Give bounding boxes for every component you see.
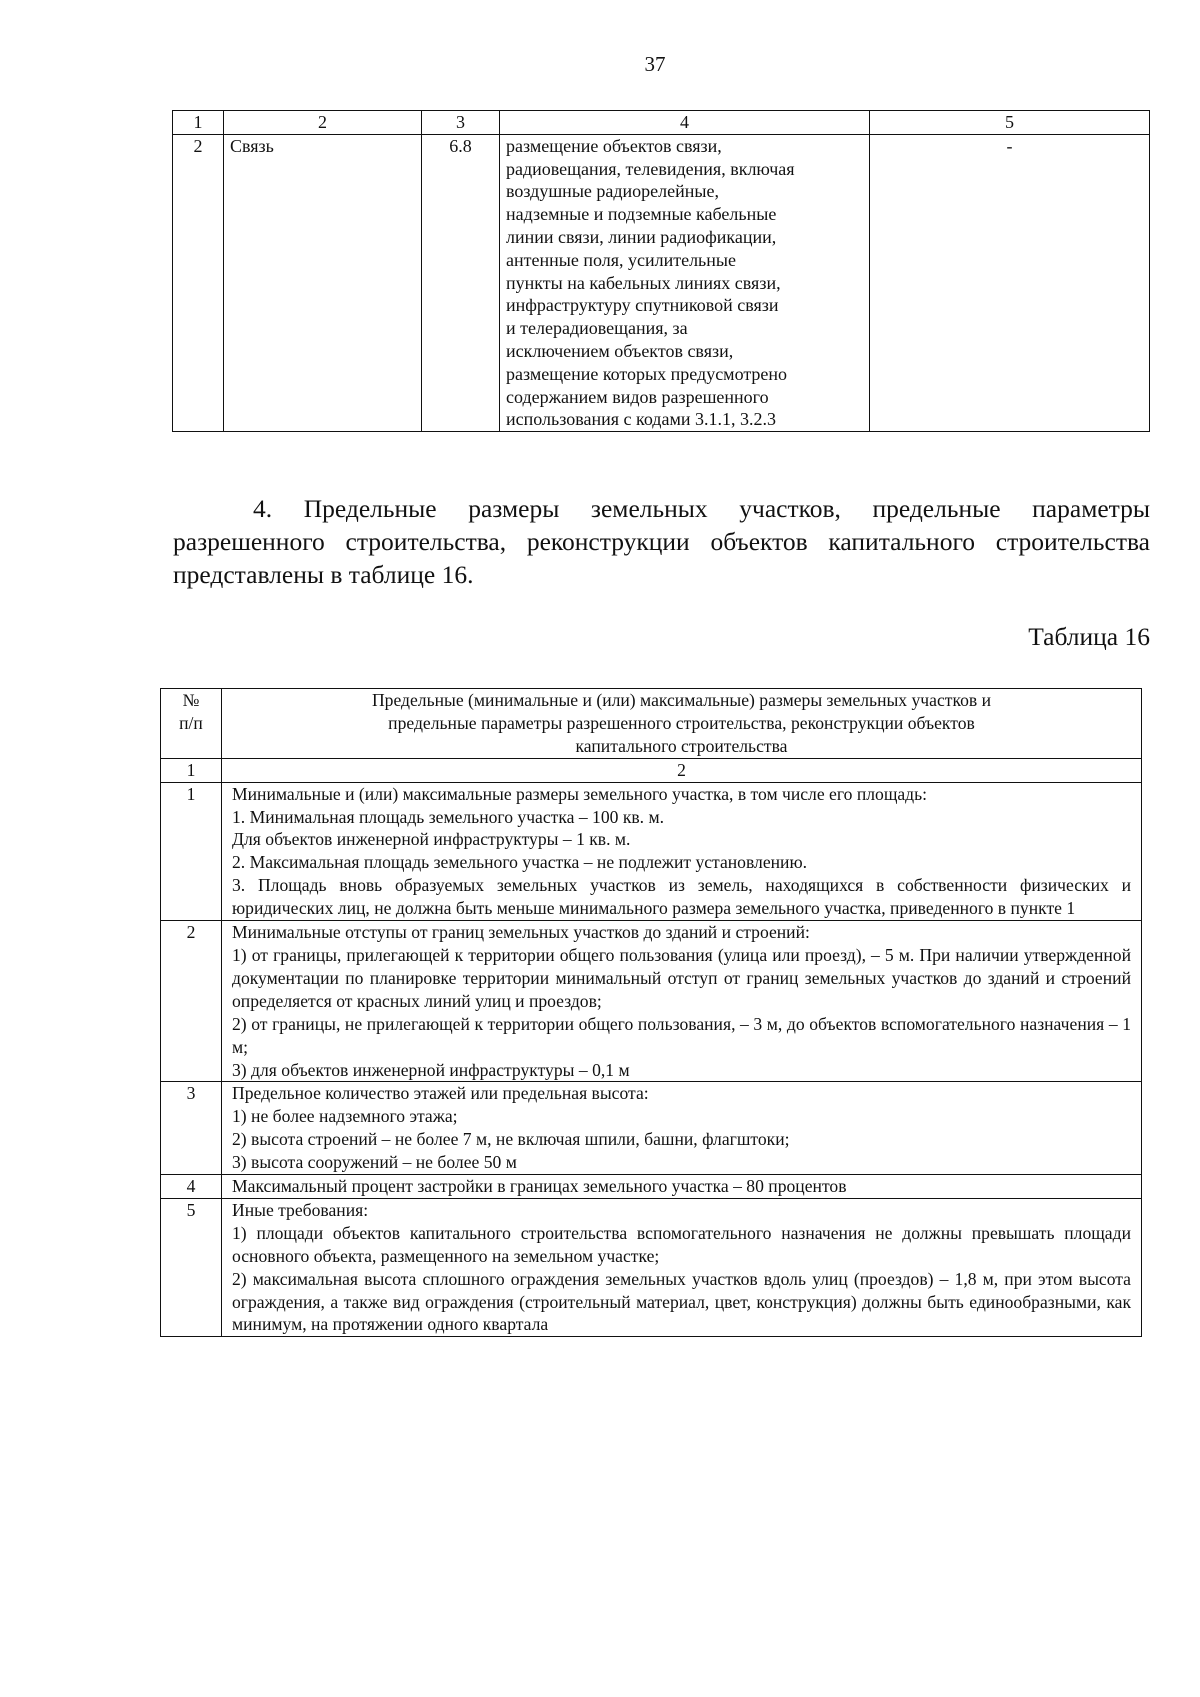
- description-line: воздушные радиорелейные,: [506, 181, 719, 202]
- description-line: пункты на кабельных линиях связи,: [506, 272, 781, 293]
- description-line: надземные и подземные кабельные: [506, 204, 777, 225]
- table-16: [160, 688, 1142, 1337]
- content-line: Минимальные и (или) максимальные размеры земельного участка, в том числе его площадь:: [232, 783, 928, 804]
- description-line: радиовещания, телевидения, включая: [506, 158, 795, 179]
- description-line: использования с кодами 3.1.1, 3.2.3: [506, 409, 776, 430]
- row-name: Связь: [224, 134, 422, 431]
- content-line: 3. Площадь вновь образуемых земельных участков из земель, находящихся в собственности физических и юридических лиц, не должна быть меньше минимального размера земельного участка, приведенного в пункте 1: [232, 875, 1131, 919]
- continuation-table: [172, 110, 1150, 432]
- row-number: 2: [173, 134, 224, 431]
- table-row: [161, 1198, 1142, 1336]
- table-row: [173, 134, 1150, 431]
- content-line: 3) для объектов инженерной инфраструктуры – 0,1 м: [232, 1059, 630, 1080]
- paragraph-text: 4. Предельные размеры земельных участков, предельные параметры разрешенного строительства, реконструкции объектов капитального строительства представлены в таблице 16.: [173, 494, 1150, 589]
- num-header-line: №: [182, 690, 200, 710]
- title-header: [222, 689, 1142, 759]
- page-number: 37: [644, 52, 666, 76]
- description-line: содержанием видов разрешенного: [506, 386, 769, 407]
- description-line: исключением объектов связи,: [506, 340, 734, 361]
- header-cell: 2: [224, 111, 422, 135]
- header-cell: 4: [500, 111, 870, 135]
- content-line: 1) не более надземного этажа;: [232, 1106, 458, 1127]
- table-caption: Таблица 16: [1028, 622, 1150, 651]
- index-row: [161, 758, 1142, 782]
- table-header-row: [173, 111, 1150, 135]
- row-number: 2: [161, 921, 222, 1082]
- header-cell: 5: [870, 111, 1150, 135]
- num-header: [161, 689, 222, 759]
- row-col5: -: [870, 134, 1150, 431]
- section-paragraph: [173, 492, 1150, 591]
- table-row: [161, 1175, 1142, 1199]
- header-cell: 1: [173, 111, 224, 135]
- content-line: 1) от границы, прилегающей к территории общего пользования (улица или проезд), – 5 м. При наличии утвержденной документации по планировке территории минимальный отступ от границ земельных участков до зданий и строений определяется от красных линий улиц и проездов;: [232, 944, 1131, 1011]
- description-line: инфраструктуру спутниковой связи: [506, 295, 779, 316]
- title-header-line: капитального строительства: [575, 735, 788, 756]
- row-number: 1: [161, 782, 222, 920]
- row-number: 4: [161, 1175, 222, 1199]
- table-header-row: [161, 689, 1142, 759]
- row-content: [222, 921, 1142, 1082]
- row-content: [222, 1082, 1142, 1175]
- row-number: 3: [161, 1082, 222, 1175]
- row-description: [500, 134, 870, 431]
- index-cell: 2: [222, 758, 1142, 782]
- description-line: и телерадиовещания, за: [506, 318, 688, 339]
- content-line: 1. Минимальная площадь земельного участка – 100 кв. м.: [232, 806, 665, 827]
- row-content: [222, 1175, 1142, 1199]
- row-content: [222, 782, 1142, 920]
- title-header-line: предельные параметры разрешенного строительства, реконструкции объектов: [388, 712, 975, 733]
- content-line: Максимальный процент застройки в границах земельного участка – 80 процентов: [232, 1176, 847, 1197]
- row-content: [222, 1198, 1142, 1336]
- title-header-line: Предельные (минимальные и (или) максимальные) размеры земельных участков и: [371, 690, 992, 710]
- table-row: [161, 782, 1142, 920]
- row-code: 6.8: [422, 134, 500, 431]
- content-line: Предельное количество этажей или предельная высота:: [232, 1083, 649, 1104]
- content-line: Для объектов инженерной инфраструктуры – 1 кв. м.: [232, 829, 631, 850]
- content-line: 2) максимальная высота сплошного ограждения земельных участков вдоль улиц (проездов) – 1,8 м, при этом высота ограждения, а также вид ограждения (строительный материал, цвет, конструкция) должны быть единообразными, как минимум, на протяжении одного квартала: [232, 1268, 1131, 1335]
- description-line: размещение объектов связи,: [506, 135, 722, 156]
- content-line: 2. Максимальная площадь земельного участка – не подлежит установлению.: [232, 852, 808, 873]
- content-line: Иные требования:: [232, 1199, 369, 1220]
- table-row: [161, 921, 1142, 1082]
- description-line: антенные поля, усилительные: [506, 249, 736, 270]
- num-header-line: п/п: [179, 712, 203, 733]
- description-line: линии связи, линии радиофикации,: [506, 226, 777, 247]
- content-line: 2) от границы, не прилегающей к территории общего пользования, – 3 м, до объектов вспомогательного назначения – 1 м;: [232, 1013, 1131, 1057]
- row-number: 5: [161, 1198, 222, 1336]
- table-row: [161, 1082, 1142, 1175]
- content-line: 3) высота сооружений – не более 50 м: [232, 1152, 517, 1173]
- header-cell: 3: [422, 111, 500, 135]
- content-line: 1) площади объектов капитального строительства вспомогательного назначения не должны превышать площади основного объекта, размещенного на земельном участке;: [232, 1222, 1131, 1266]
- content-line: Минимальные отступы от границ земельных участков до зданий и строений:: [232, 922, 810, 943]
- description-line: размещение которых предусмотрено: [506, 363, 788, 384]
- index-cell: 1: [161, 758, 222, 782]
- content-line: 2) высота строений – не более 7 м, не включая шпили, башни, флагштоки;: [232, 1129, 790, 1150]
